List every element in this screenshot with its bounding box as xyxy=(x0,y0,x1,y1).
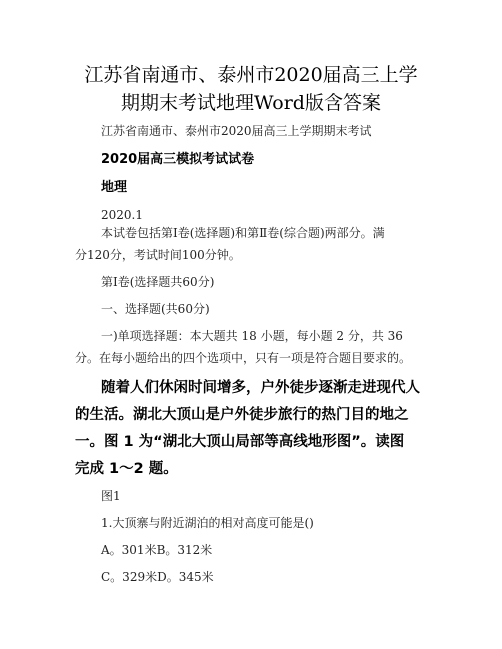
document-title-line1: 江苏省南通市、泰州市2020届高三上学 xyxy=(84,64,418,86)
exam-name: 2020届高三模拟考试试卷 xyxy=(101,152,255,167)
subject-heading: 地理 xyxy=(101,180,128,195)
figure-label: 图1 xyxy=(101,489,121,503)
question1-stem: 1.大顶寨与附近湖泊的相对高度可能是() xyxy=(101,516,314,530)
part-title: 一、选择题(共60分) xyxy=(101,302,210,316)
exam-date: 2020.1 xyxy=(101,208,143,222)
instructions-line2: 分120分，考试时间100分钟。 xyxy=(75,248,241,262)
passage-line1: 随着人们休闲时间增多，户外徒步逐渐走进现代人 xyxy=(101,380,420,396)
passage-line3: 一。图 1 为“湖北大顶山局部等高线地形图”。读图 xyxy=(75,434,405,450)
question1-options-ab: A。301米B。312米 xyxy=(101,543,213,557)
single-choice-line1: 一)单项选择题：本大题共 18 小题，每小题 2 分，共 36 xyxy=(101,329,403,343)
subtitle: 江苏省南通市、泰州市2020届高三上学期期末考试 xyxy=(101,124,372,138)
single-choice-line2: 分。在每小题给出的四个选项中，只有一项是符合题目要求的。 xyxy=(75,351,412,365)
document-title-line2: 期期末考试地理Word版含答案 xyxy=(121,92,381,114)
question1-options-cd: C。329米D。345米 xyxy=(101,570,214,584)
instructions-line1: 本试卷包括第Ⅰ卷(选择题)和第Ⅱ卷(综合题)两部分。满 xyxy=(101,226,385,240)
passage-line4: 完成 1～2 题。 xyxy=(75,461,178,477)
passage-line2: 的生活。湖北大顶山是户外徒步旅行的热门目的地之 xyxy=(75,407,409,423)
section-title: 第Ⅰ卷(选择题共60分) xyxy=(101,275,215,289)
